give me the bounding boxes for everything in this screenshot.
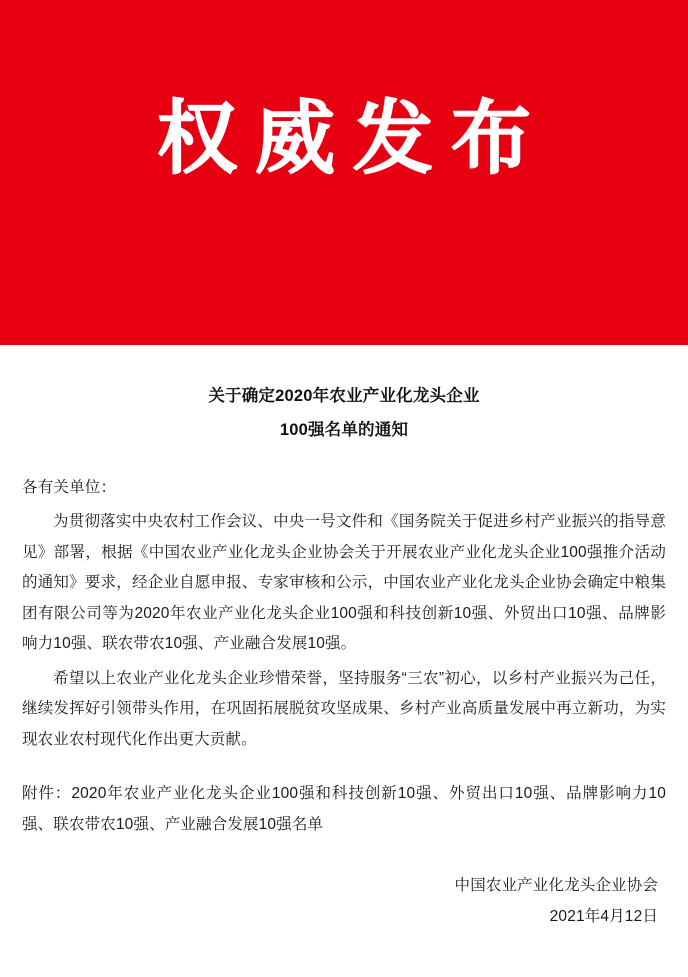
banner-inner [0, 0, 688, 345]
banner-headline: 权威发布 [157, 91, 549, 185]
red-banner [0, 0, 688, 345]
document-title [22, 379, 666, 447]
paragraph-2: 希望以上农业产业化龙头企业珍惜荣誉，坚持服务“三农”初心，以乡村产业振兴为己任，继续发挥好引领带头作用，在巩固拓展脱贫攻坚成果、乡村产业高质量发展中再立新功，为实现农业农村现代化作出更大贡献。 [22, 669, 666, 748]
signer-name: 中国农业产业化龙头企业协会 [454, 877, 658, 894]
salutation: 各有关单位： [22, 479, 117, 496]
document-body [0, 345, 688, 932]
paragraph-1: 为贯彻落实中央农村工作会议、中央一号文件和《国务院关于促进乡村产业振兴的指导意见》部署，根据《中国农业产业化龙头企业协会关于开展农业产业化龙头企业100强推介活动的通知》要求，经企业自愿申报、专家审核和公示，中国农业产业化龙头企业协会确定中粮集团有限公司等为2020年农业产业化龙头企业100强和科技创新10强、外贸出口10强、品牌影响力10强、联农带农10强、产业融合发展10强。 [22, 513, 666, 652]
signature-block [22, 870, 666, 932]
attachment-note: 附件：2020年农业产业化龙头企业100强和科技创新10强、外贸出口10强、品牌影响力10强、联农带农10强、产业融合发展10强名单 [22, 785, 666, 833]
document-title-line-1: 关于确定2020年农业产业化龙头企业 [208, 387, 480, 405]
document-title-line-2: 100强名单的通知 [279, 421, 409, 439]
signature-date: 2021年4月12日 [549, 908, 658, 925]
